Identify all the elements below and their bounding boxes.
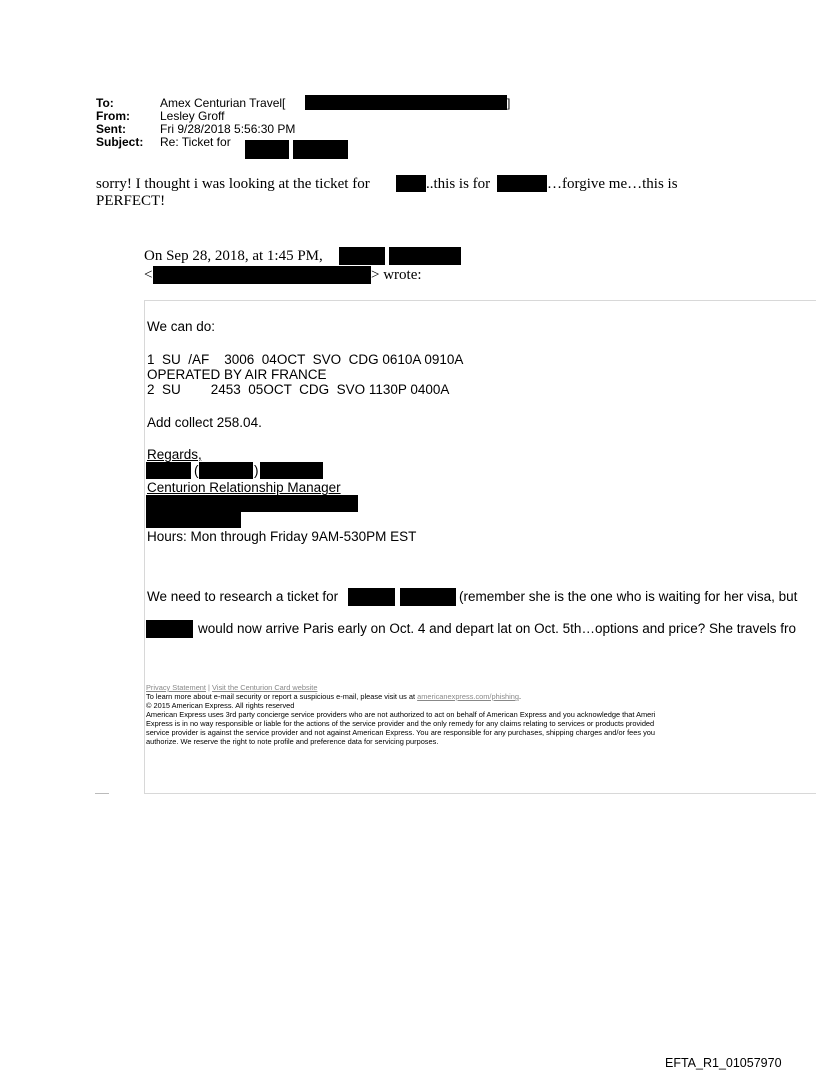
to-value: Amex Centurian Travel[ bbox=[160, 96, 286, 110]
redaction bbox=[199, 462, 253, 479]
manager-title: Centurion Relationship Manager bbox=[147, 480, 341, 495]
sent-label: Sent: bbox=[96, 122, 126, 136]
redaction bbox=[305, 95, 507, 110]
add-collect: Add collect 258.04. bbox=[147, 415, 262, 430]
redaction bbox=[153, 266, 371, 284]
redaction bbox=[245, 140, 289, 159]
redaction bbox=[146, 495, 358, 512]
footer-legal-line: service provider is against the service provider and not against American Express. You are responsible for any purchases, shipping charges and/or fees you bbox=[146, 728, 656, 737]
from-value: Lesley Groff bbox=[160, 109, 225, 123]
itinerary-line: 2 SU 2453 05OCT CDG SVO 1130P 0400A bbox=[147, 382, 450, 397]
from-label: From: bbox=[96, 109, 130, 123]
paren-open: ( bbox=[194, 463, 199, 478]
research-line-b: (remember she is the one who is waiting for her visa, but bbox=[459, 589, 798, 604]
footer-legal-line: authorize. We reserve the right to note profile and preference data for servicing purposes. bbox=[146, 737, 439, 746]
redaction bbox=[146, 620, 193, 638]
footer-copyright: © 2015 American Express. All rights reserved bbox=[146, 701, 295, 710]
phishing-link[interactable]: americanexpress.com/phishing bbox=[417, 692, 519, 701]
learn-more-text: To learn more about e-mail security or report a suspicious e-mail, please visit us at bbox=[146, 692, 416, 701]
quote-intro-close: > wrote: bbox=[371, 267, 422, 283]
redaction bbox=[400, 588, 456, 606]
arrive-line: would now arrive Paris early on Oct. 4 and depart lat on Oct. 5th…options and price? She travels fro bbox=[198, 621, 797, 636]
reply-line-2: PERFECT! bbox=[96, 193, 166, 209]
document-id: EFTA_R1_01057970 bbox=[665, 1056, 782, 1070]
redaction bbox=[339, 247, 385, 265]
footer-legal-line: American Express uses 3rd party concierge service providers who are not authorized to act on behalf of American Express and you acknowledge that Ameri bbox=[146, 710, 656, 719]
centurion-website-link[interactable]: Visit the Centurion Card website bbox=[212, 683, 318, 692]
redaction bbox=[497, 175, 547, 192]
reply-line-1c: …forgive me…this is bbox=[547, 176, 678, 192]
regards: Regards, bbox=[147, 447, 202, 462]
footer-legal-line: Express is in no way responsible or liable for the actions of the service provider and the only remedy for any claims relating to services or products provided bbox=[146, 719, 655, 728]
redaction bbox=[293, 140, 348, 159]
itinerary-line: 1 SU /AF 3006 04OCT SVO CDG 0610A 0910A bbox=[147, 352, 464, 367]
privacy-statement-link[interactable]: Privacy Statement bbox=[146, 683, 206, 692]
hours: Hours: Mon through Friday 9AM-530PM EST bbox=[147, 529, 417, 544]
subject-label: Subject: bbox=[96, 135, 144, 149]
redaction bbox=[396, 175, 426, 192]
redaction bbox=[389, 247, 461, 265]
reply-line-1b: ..this is for bbox=[426, 176, 491, 192]
research-line-a: We need to research a ticket for bbox=[147, 589, 339, 604]
stray-mark bbox=[95, 793, 109, 794]
redaction bbox=[348, 588, 395, 606]
redaction bbox=[146, 512, 241, 528]
redaction bbox=[260, 462, 323, 479]
to-label: To: bbox=[96, 96, 114, 110]
footer-learn-more bbox=[146, 692, 521, 701]
paren-close: ) bbox=[254, 463, 259, 478]
quote-intro-open: < bbox=[144, 267, 153, 283]
redaction bbox=[146, 462, 191, 479]
reply-line-1a: sorry! I thought i was looking at the ticket for bbox=[96, 176, 370, 192]
link-separator: | bbox=[208, 683, 210, 692]
period: . bbox=[519, 692, 522, 701]
sent-value: Fri 9/28/2018 5:56:30 PM bbox=[160, 122, 296, 136]
quote-intro-line-1: On Sep 28, 2018, at 1:45 PM, bbox=[144, 248, 323, 264]
we-can-do: We can do: bbox=[147, 319, 216, 334]
to-bracket-close: ] bbox=[507, 96, 511, 110]
subject-value: Re: Ticket for bbox=[160, 135, 231, 149]
footer-links-row bbox=[146, 683, 317, 692]
itinerary-line: OPERATED BY AIR FRANCE bbox=[147, 367, 327, 382]
